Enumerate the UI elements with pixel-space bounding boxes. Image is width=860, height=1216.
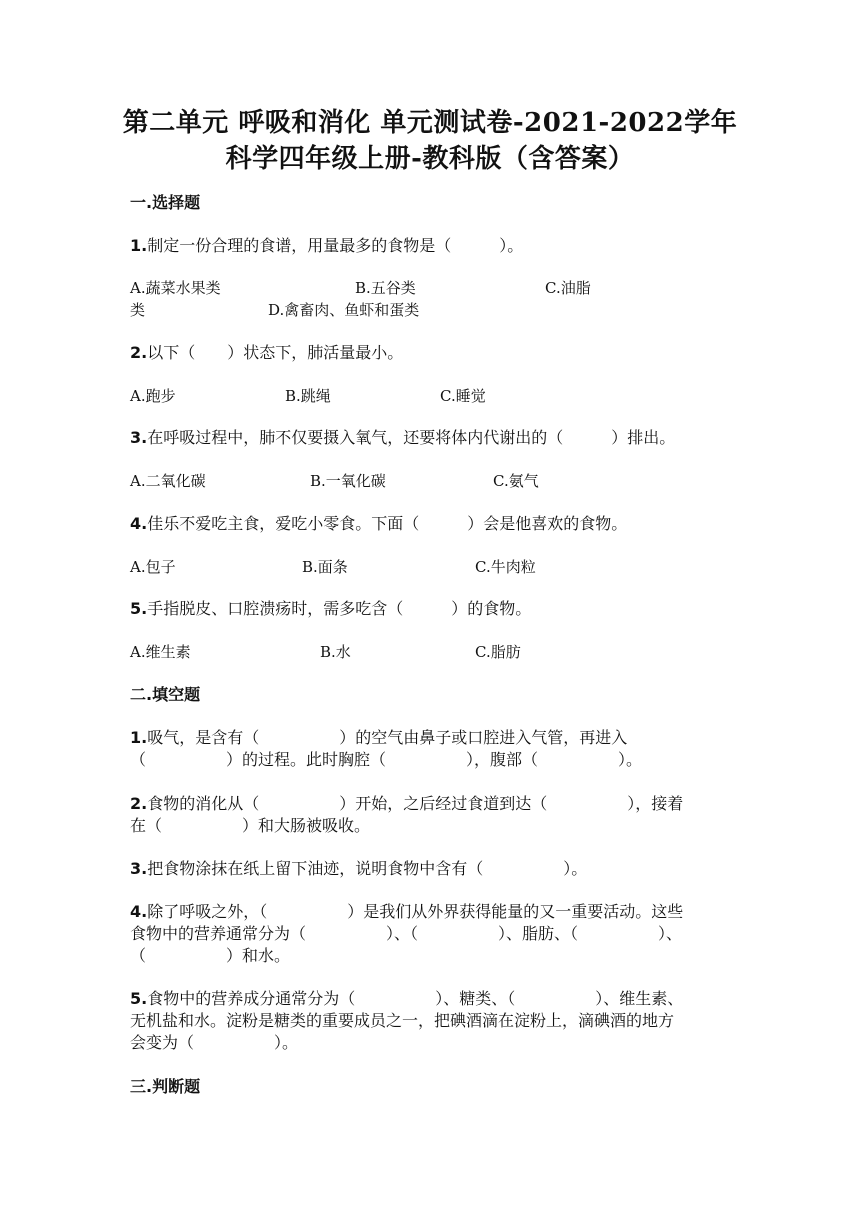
option-c: C.油脂 (545, 279, 591, 297)
section-heading-fill: 二.填空题 (130, 685, 201, 704)
option-d: D.禽畜肉、鱼虾和蛋类 (268, 301, 420, 319)
question-text: 在呼吸过程中，肺不仅要摄入氧气，还要将体内代谢出的（ ）排出。 (147, 428, 676, 447)
question-number: 4. (130, 514, 148, 533)
fill-question-3-line1 (130, 858, 740, 880)
question-number: 5. (130, 599, 148, 618)
fill-question-5-line1 (130, 988, 740, 1010)
option-b: B.水 (320, 643, 351, 661)
question-text: 制定一份合理的食谱，用量最多的食物是（ ）。 (147, 236, 524, 255)
choice-question-5 (130, 598, 740, 620)
question-text: 佳乐不爱吃主食，爱吃小零食。下面（ ）会是他喜欢的食物。 (147, 514, 628, 533)
page-title-line2: 科学四年级上册-教科版（含答案） (225, 144, 635, 174)
fill-question-1-line1 (130, 727, 740, 749)
option-c: C.脂肪 (475, 643, 521, 661)
question-text: 吸气，是含有（ ）的空气由鼻子或口腔进入气管，再进入 (147, 728, 628, 747)
section-heading-choice: 一.选择题 (130, 193, 201, 212)
choice-options-4 (130, 556, 740, 578)
fill-question-2-line2: 在（ ）和大肠被吸收。 (130, 816, 371, 835)
choice-options-1b (130, 299, 740, 321)
question-text: 食物中的营养成分通常分为（ ）、糖类、（ ）、维生素、 (147, 989, 684, 1008)
option-b: B.面条 (302, 558, 348, 576)
question-text: 手指脱皮、口腔溃疡时，需多吃含（ ）的食物。 (147, 599, 532, 618)
question-number: 1. (130, 728, 148, 747)
option-a: A.二氧化碳 (130, 472, 206, 490)
option-c-wrap: 类 (130, 301, 146, 319)
option-a: A.跑步 (130, 387, 176, 405)
question-text: 除了呼吸之外，（ ）是我们从外界获得能量的又一重要活动。这些 (147, 902, 684, 921)
question-number: 2. (130, 794, 148, 813)
fill-question-4-line2: 食物中的营养通常分为（ ）、（ ）、脂肪、（ ）、 (130, 924, 683, 943)
choice-question-2 (130, 342, 740, 364)
fill-question-4-line1 (130, 901, 740, 923)
choice-options-1a (130, 277, 740, 299)
choice-options-3 (130, 470, 740, 492)
choice-question-3 (130, 427, 740, 449)
choice-question-4 (130, 513, 740, 535)
choice-options-5 (130, 641, 740, 663)
fill-question-2-line1 (130, 793, 740, 815)
question-number: 3. (130, 428, 148, 447)
option-a: A.包子 (130, 558, 176, 576)
option-c: C.牛肉粒 (475, 558, 536, 576)
question-number: 3. (130, 859, 148, 878)
question-number: 1. (130, 236, 148, 255)
option-c: C.氨气 (493, 472, 539, 490)
fill-question-4-line3: （ ）和水。 (130, 946, 291, 965)
option-a: A.维生素 (130, 643, 191, 661)
option-b: B.跳绳 (285, 387, 331, 405)
question-text: 把食物涂抹在纸上留下油迹，说明食物中含有（ ）。 (147, 859, 588, 878)
question-text: 食物的消化从（ ）开始，之后经过食道到达（ ），接着 (147, 794, 684, 813)
option-a: A.蔬菜水果类 (130, 279, 221, 297)
option-c: C.睡觉 (440, 387, 486, 405)
choice-options-2 (130, 385, 740, 407)
fill-question-5-line3: 会变为（ ）。 (130, 1033, 299, 1052)
question-number: 2. (130, 343, 148, 362)
section-heading-judge: 三.判断题 (130, 1077, 201, 1096)
question-number: 5. (130, 989, 148, 1008)
option-b: B.五谷类 (355, 279, 416, 297)
option-b: B.一氧化碳 (310, 472, 386, 490)
fill-question-5-line2: 无机盐和水。淀粉是糖类的重要成员之一，把碘酒滴在淀粉上，滴碘酒的地方 (130, 1011, 675, 1030)
choice-question-1 (130, 235, 740, 257)
fill-question-1-line2: （ ）的过程。此时胸腔（ ），腹部（ ）。 (130, 750, 643, 769)
question-number: 4. (130, 902, 148, 921)
question-text: 以下（ ）状态下，肺活量最小。 (147, 343, 404, 362)
page-title-line1: 第二单元 呼吸和消化 单元测试卷-2021-2022学年 (122, 108, 738, 138)
